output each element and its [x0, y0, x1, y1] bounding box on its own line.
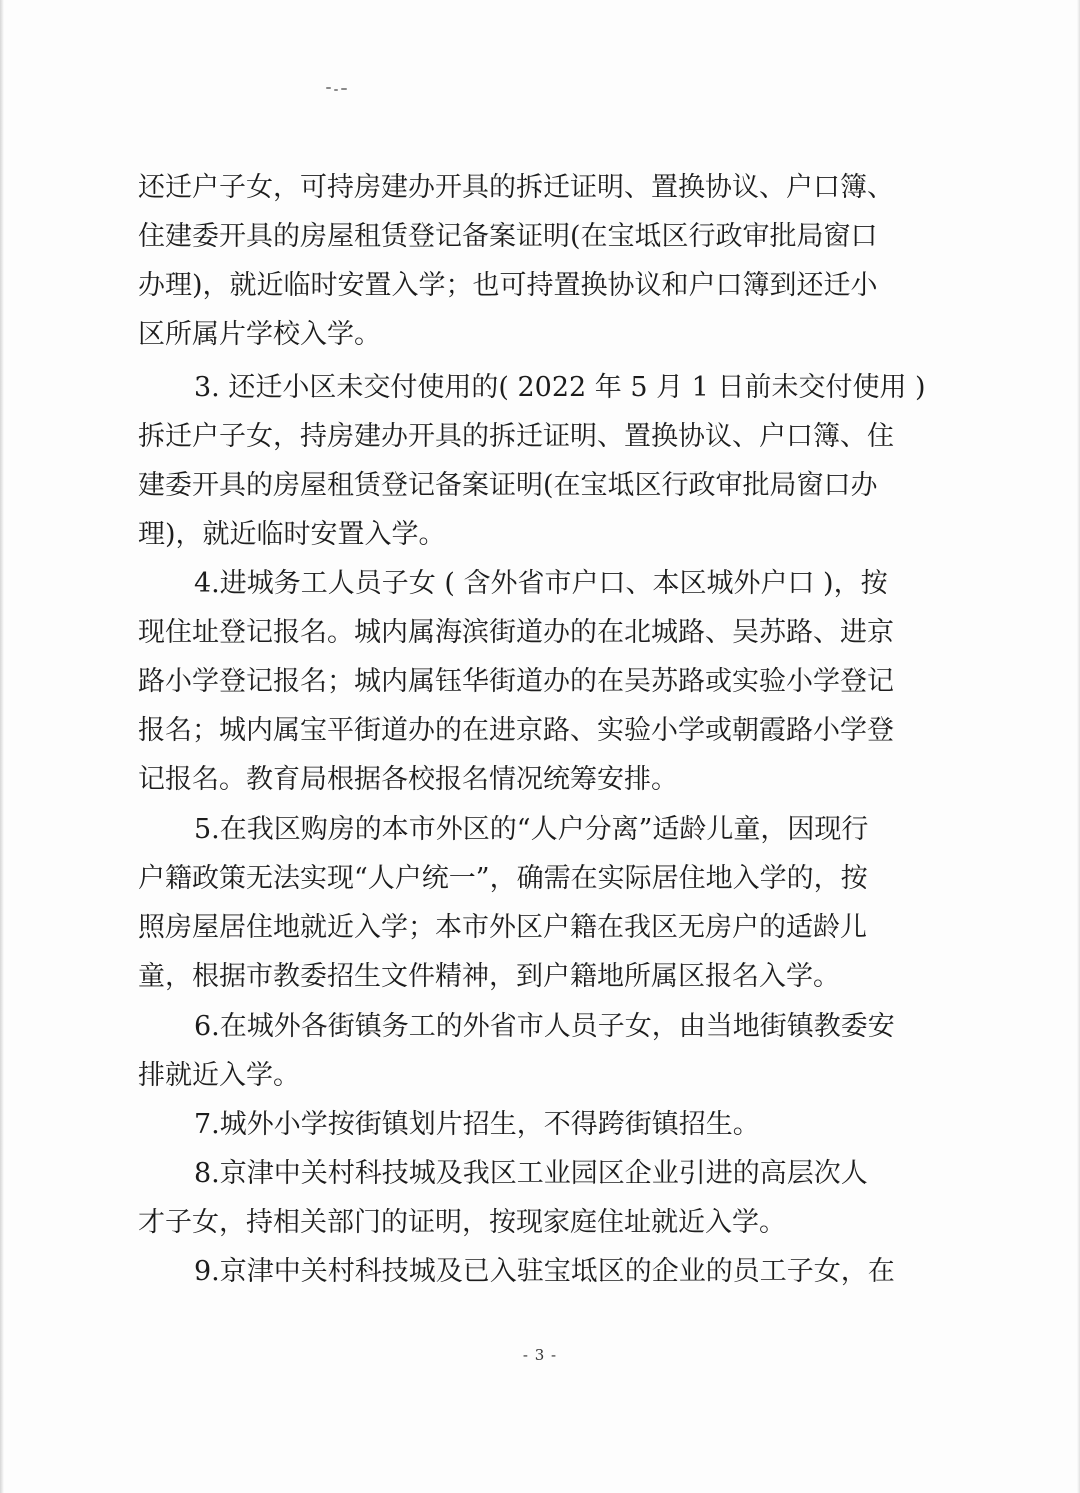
paragraph-5-first-line: 5.在我区购房的本市外区的“人户分离”适龄儿童，因现行 — [194, 814, 869, 845]
text-line: 住建委开具的房屋租赁登记备案证明(在宝坻区行政审批局窗口 — [138, 221, 878, 252]
text-line: 童，根据市教委招生文件精神，到户籍地所属区报名入学。 — [138, 961, 840, 992]
paragraph-7-line: 7.城外小学按街镇划片招生，不得跨街镇招生。 — [194, 1109, 760, 1140]
text-line: 户籍政策无法实现“人户统一”，确需在实际居住地入学的，按 — [138, 863, 868, 894]
text-line: 区所属片学校入学。 — [138, 319, 381, 350]
text-line: 照房屋居住地就近入学；本市外区户籍在我区无房户的适龄儿 — [138, 912, 867, 943]
text-line: 才子女，持相关部门的证明，按现家庭住址就近入学。 — [138, 1207, 786, 1238]
paragraph-6-first-line: 6.在城外各街镇务工的外省市人员子女，由当地街镇教委安 — [194, 1011, 895, 1042]
text-line: 现住址登记报名。城内属海滨街道办的在北城路、吴苏路、进京 — [138, 617, 894, 648]
scan-speck-mark — [326, 86, 348, 92]
text-line: 路小学登记报名；城内属钰华街道办的在吴苏路或实验小学登记 — [138, 666, 894, 697]
scan-edge-left — [0, 0, 4, 1493]
text-line: 理)，就近临时安置入学。 — [138, 519, 446, 550]
text-line: 记报名。教育局根据各校报名情况统筹安排。 — [138, 764, 678, 795]
paragraph-8-first-line: 8.京津中关村科技城及我区工业园区企业引进的高层次人 — [194, 1158, 868, 1189]
paragraph-3-first-line: 3. 还迁小区未交付使用的( 2022 年 5 月 1 日前未交付使用 ) — [194, 372, 926, 403]
text-line: 办理)，就近临时安置入学；也可持置换协议和户口簿到还迁小 — [138, 270, 878, 301]
paragraph-9-first-line: 9.京津中关村科技城及已入驻宝坻区的企业的员工子女，在 — [194, 1256, 895, 1287]
page-number: - 3 - — [522, 1346, 558, 1364]
text-line: 建委开具的房屋租赁登记备案证明(在宝坻区行政审批局窗口办 — [138, 470, 878, 501]
text-line: 报名；城内属宝平街道办的在进京路、实验小学或朝霞路小学登 — [138, 715, 894, 746]
text-line: 拆迁户子女，持房建办开具的拆迁证明、置换协议、户口簿、住 — [138, 421, 894, 452]
text-line: 还迁户子女，可持房建办开具的拆迁证明、置换协议、户口簿、 — [138, 172, 894, 203]
paragraph-4-first-line: 4.进城务工人员子女 ( 含外省市户口、本区城外户口 )，按 — [194, 568, 888, 599]
text-line: 排就近入学。 — [138, 1060, 300, 1091]
